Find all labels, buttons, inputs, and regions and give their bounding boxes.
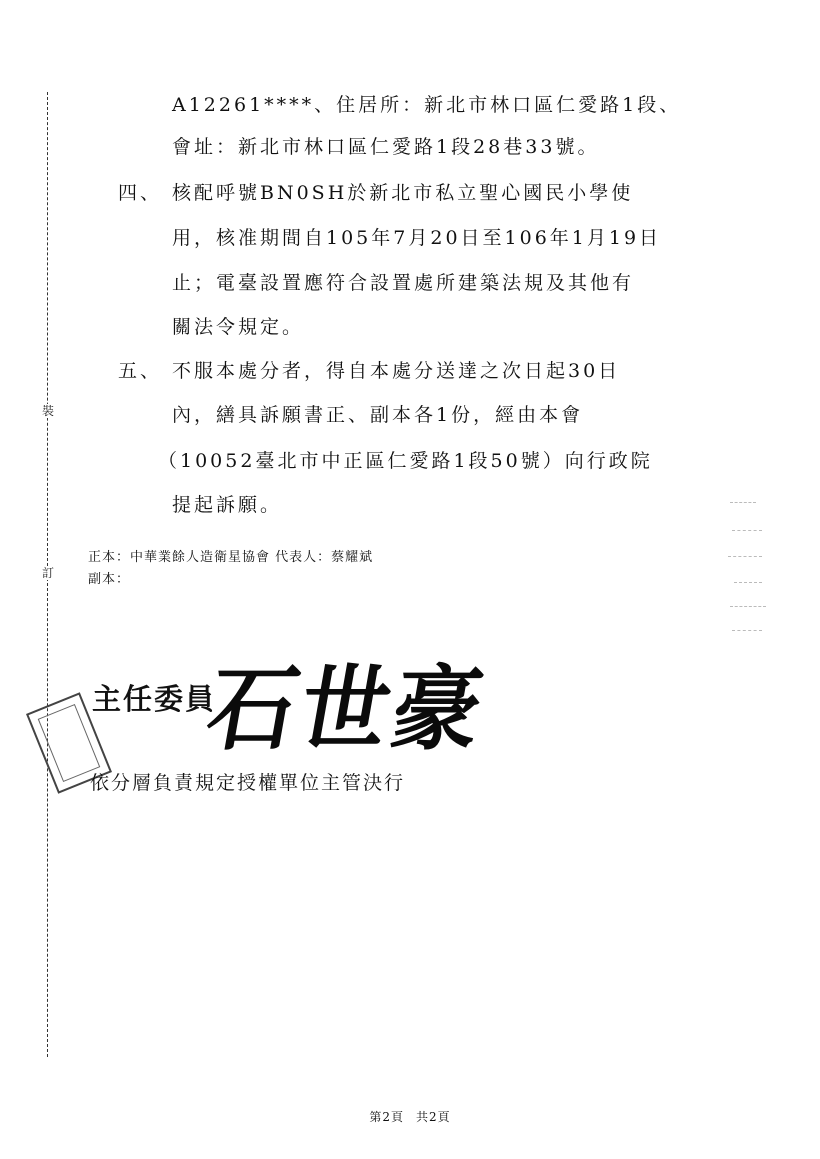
- page-number: [0, 1108, 820, 1125]
- body-line: A12261****、住居所：新北市林口區仁愛路1段、: [172, 94, 682, 116]
- page-current: 第2頁: [369, 1110, 404, 1124]
- delegation-note: 依分層負責規定授權單位主管決行: [90, 772, 406, 794]
- item-marker: 四、: [118, 182, 163, 204]
- signatory-signature: 石世豪: [199, 653, 495, 764]
- body-line: 不服本處分者，得自本處分送達之次日起30日: [172, 360, 621, 382]
- signatory-title: 主任委員: [92, 682, 217, 716]
- body-line: （10052臺北市中正區仁愛路1段50號）向行政院: [158, 450, 653, 472]
- body-line: 關法令規定。: [172, 316, 305, 338]
- duplicate-recipient: 副本：: [88, 572, 131, 587]
- body-line: 內，繕具訴願書正、副本各1份，經由本會: [172, 404, 584, 426]
- show-through-marks: [726, 498, 774, 638]
- item-marker: 五、: [118, 360, 163, 382]
- body-line: 會址：新北市林口區仁愛路1段28巷33號。: [172, 136, 600, 158]
- body-line: 止；電臺設置應符合設置處所建築法規及其他有: [172, 272, 635, 294]
- body-line: 用，核准期間自105年7月20日至106年1月19日: [172, 227, 662, 249]
- page-total: 共2頁: [416, 1110, 451, 1124]
- body-line: 提起訴願。: [172, 494, 283, 516]
- binding-label-bottom: 訂: [42, 566, 55, 580]
- binding-label-top: 裝: [42, 404, 55, 418]
- body-line: 核配呼號BN0SH於新北市私立聖心國民小學使: [172, 182, 634, 204]
- original-recipient: 正本：中華業餘人造衛星協會 代表人：蔡耀斌: [88, 550, 374, 565]
